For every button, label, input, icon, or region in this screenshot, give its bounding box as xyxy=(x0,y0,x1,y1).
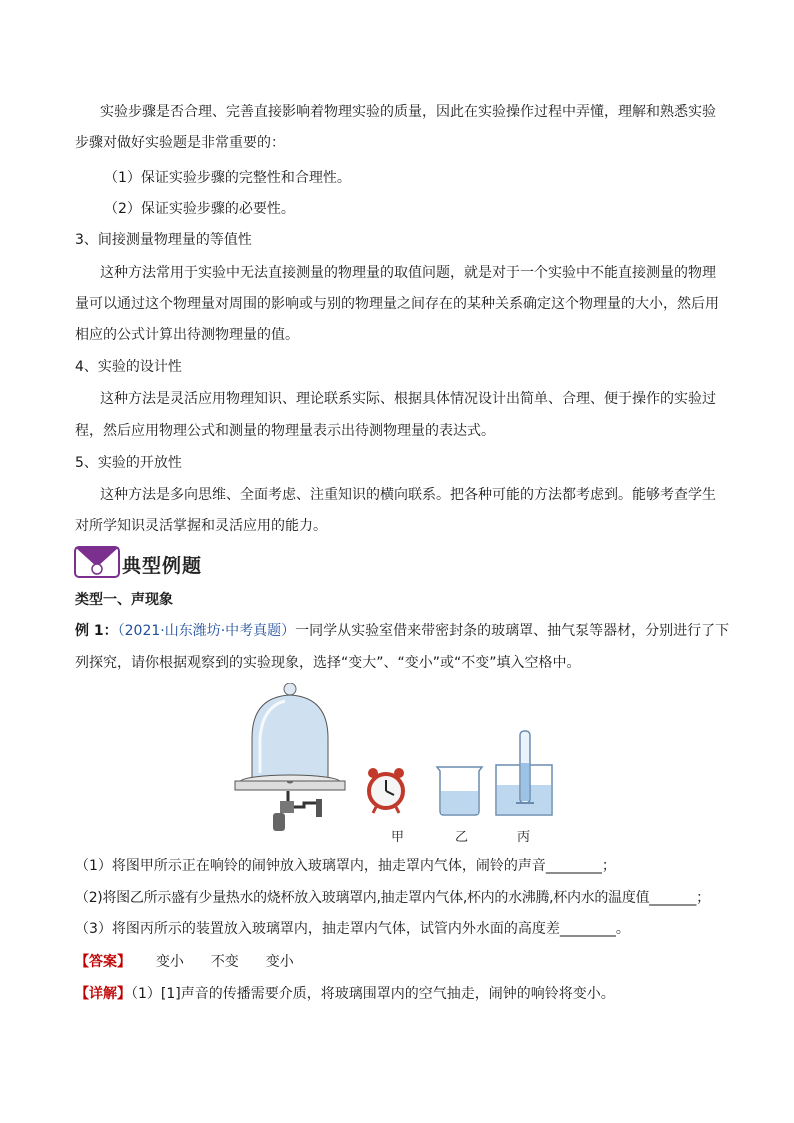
section-title: 典型例题 xyxy=(122,555,203,577)
answer-tag: 【答案】 xyxy=(75,954,131,970)
type-heading: 类型一、声现象 xyxy=(75,592,173,608)
paragraph-line: 对所学知识灵活掌握和灵活应用的能力。 xyxy=(75,518,327,534)
paragraph-line: 相应的公式计算出待测物理量的值。 xyxy=(75,327,299,343)
detail-line xyxy=(75,984,615,1004)
paragraph-line: 这种方法是多向思维、全面考虑、注重知识的横向联系。把各种可能的方法都考虑到。能够考查学生 xyxy=(100,487,716,503)
paragraph-line: 这种方法是灵活应用物理知识、理论联系实际、根据具体情况设计出简单、合理、便于操作的实验过 xyxy=(100,391,716,407)
answer-2: 不变 xyxy=(210,954,239,970)
subheading: 5、实验的开放性 xyxy=(75,455,182,471)
section-header xyxy=(73,543,213,581)
experiment-figure xyxy=(230,683,575,843)
question-1: （1）将图甲所示正在响铃的闹钟放入玻璃罩内，抽走罩内气体，闹铃的声音________； xyxy=(75,858,616,874)
alarm-clock-icon xyxy=(368,768,404,813)
answer-1: 变小 xyxy=(155,954,184,970)
list-item: （1）保证实验步骤的完整性和合理性。 xyxy=(104,170,351,186)
figure-label-jia: 甲 xyxy=(391,830,405,845)
bell-jar-icon xyxy=(235,683,345,831)
subheading: 4、实验的设计性 xyxy=(75,359,182,375)
question-3: （3）将图丙所示的装置放入玻璃罩内，抽走罩内气体，试管内外水面的高度差________。 xyxy=(75,921,630,937)
figure-label-yi: 乙 xyxy=(455,830,469,845)
example-stem-line2: 列探究，请你根据观察到的实验现象，选择“变大”、“变小”或“不变”填入空格中。 xyxy=(75,655,581,671)
figure-label-bing: 丙 xyxy=(517,830,531,845)
subheading: 3、间接测量物理量的等值性 xyxy=(75,232,252,248)
list-item: （2）保证实验步骤的必要性。 xyxy=(104,201,295,217)
answer-3: 变小 xyxy=(265,954,294,970)
paragraph-line: 步骤对做好实验题是非常重要的： xyxy=(75,135,285,151)
detail-tag: 【详解】 xyxy=(75,986,131,1002)
beaker-icon xyxy=(437,767,482,815)
test-tube-setup-icon xyxy=(496,731,552,815)
example-source: （2021·山东潍坊·中考真题） xyxy=(117,623,296,639)
detail-text: （1）[1]声音的传播需要介质，将玻璃围罩内的空气抽走，闹钟的响铃将变小。 xyxy=(131,986,615,1002)
paragraph-line: 量可以通过这个物理量对周围的影响或与别的物理量之间存在的某种关系确定这个物理量的大小，然后用 xyxy=(75,296,719,312)
paragraph-line: 实验步骤是否合理、完善直接影响着物理实验的质量，因此在实验操作过程中弄懂，理解和熟悉实验 xyxy=(100,104,716,120)
question-2: （2)将图乙所示盛有少量热水的烧杯放入玻璃罩内,抽走罩内气体,杯内的水沸腾,杯内水的温度值_______； xyxy=(75,890,710,906)
paragraph-line: 程，然后应用物理公式和测量的物理量表示出待测物理量的表达式。 xyxy=(75,423,495,439)
example-stem: 一同学从实验室借来带密封条的玻璃罩、抽气泵等器材，分别进行了下 xyxy=(295,623,730,639)
example-stem-line1 xyxy=(75,621,729,641)
section-badge-icon xyxy=(73,543,123,581)
paragraph-line: 这种方法常用于实验中无法直接测量的物理量的取值问题，就是对于一个实验中不能直接测量的物理 xyxy=(100,265,716,281)
example-label: 例 1： xyxy=(75,623,118,639)
answer-line xyxy=(75,952,294,972)
